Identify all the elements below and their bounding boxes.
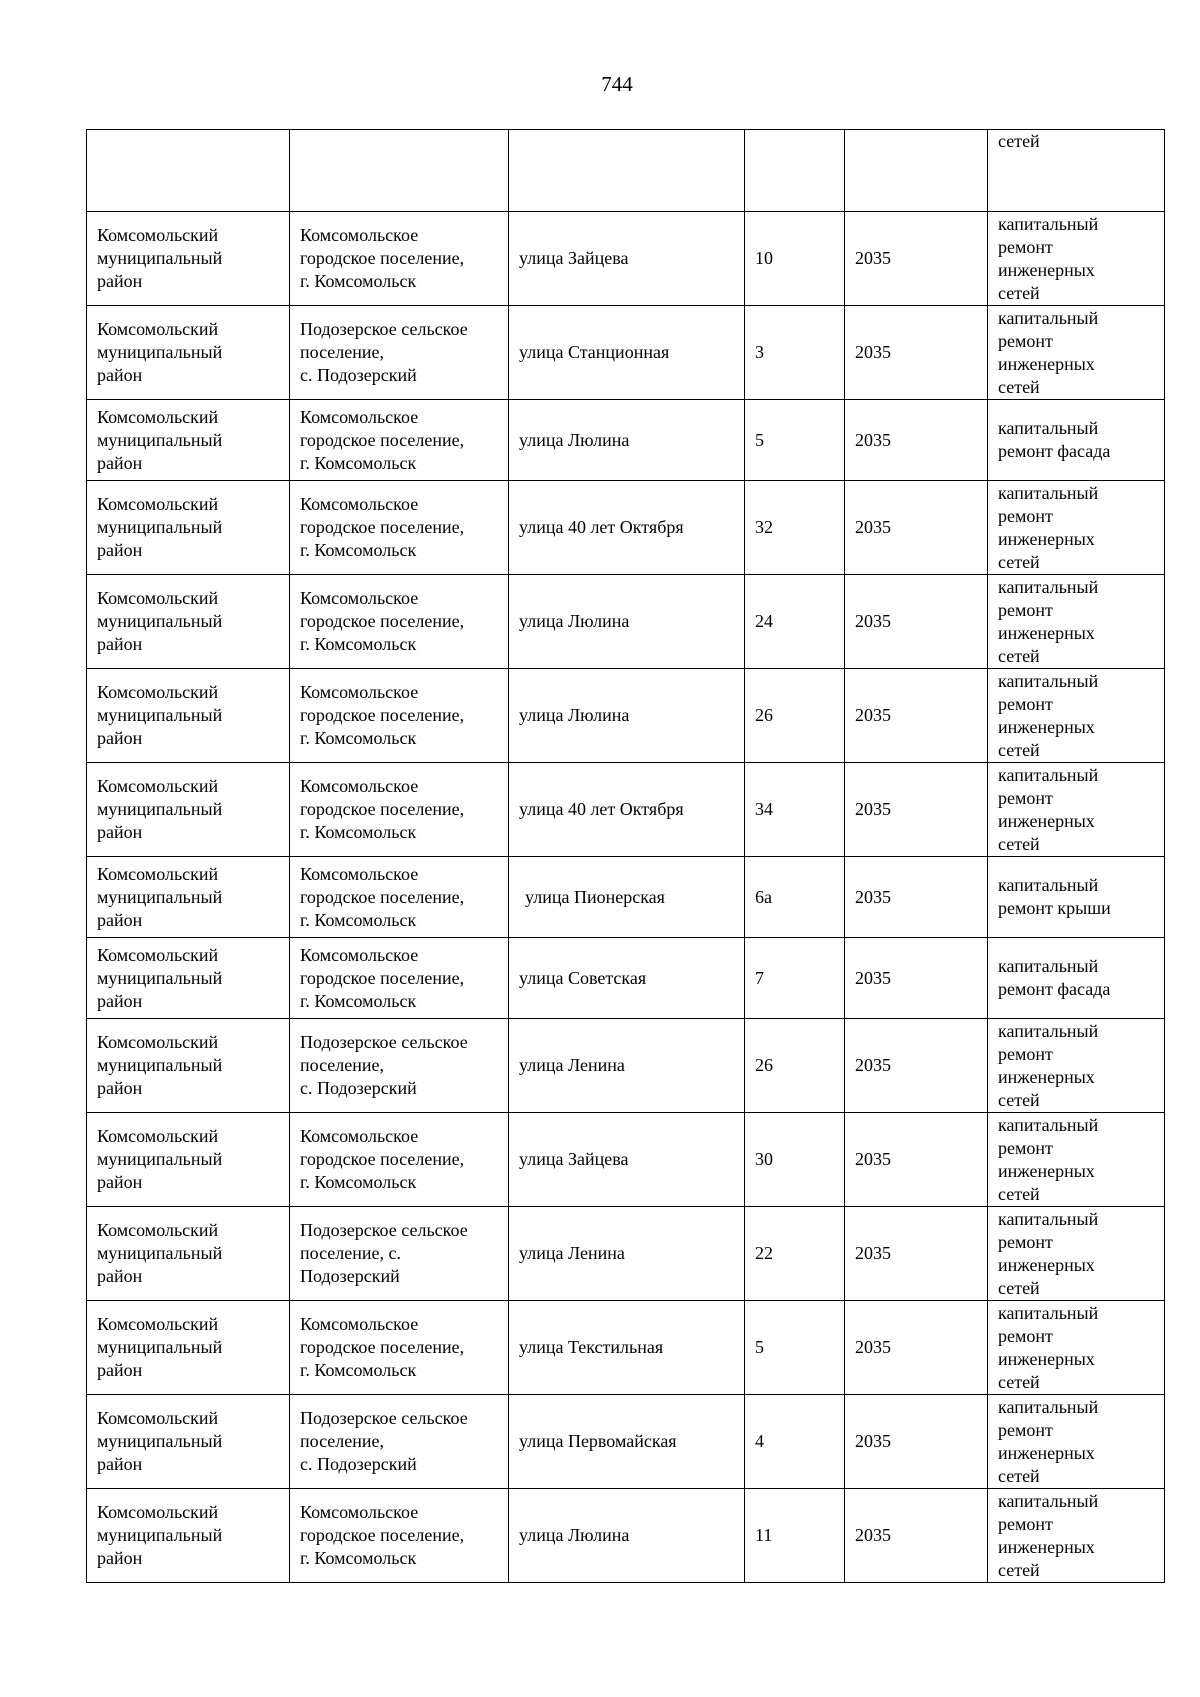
- cell-district: [87, 212, 290, 306]
- year-text: 2035: [855, 517, 891, 537]
- cell-house: [745, 481, 845, 575]
- cell-year: [845, 130, 988, 212]
- cell-work: [988, 1301, 1165, 1395]
- house-text: 5: [755, 429, 764, 450]
- work-text: капитальный ремонт инженерных сетей: [998, 1396, 1099, 1486]
- page-number: 744: [601, 72, 633, 96]
- street-text: улица Советская: [519, 967, 647, 988]
- cell-house: [745, 1489, 845, 1583]
- cell-year: [845, 1395, 988, 1489]
- cell-work: [988, 306, 1165, 400]
- table-row: [87, 481, 1165, 575]
- settlement-text: Комсомольское городское поселение, г. Комсомольск: [300, 682, 465, 748]
- cell-district: [87, 1489, 290, 1583]
- cell-year: [845, 481, 988, 575]
- house-text: 34: [755, 799, 773, 819]
- house-text: 5: [755, 1337, 764, 1357]
- district-text: Комсомольский муниципальный район: [97, 776, 223, 842]
- street-text: улица Станционная: [519, 342, 670, 362]
- cell-street: [509, 1207, 745, 1301]
- cell-district: [87, 400, 290, 481]
- cell-district: [87, 481, 290, 575]
- work-text: капитальный ремонт фасада: [998, 418, 1111, 461]
- cell-work: [988, 1113, 1165, 1207]
- cell-year: [845, 1301, 988, 1395]
- cell-street: [509, 1301, 745, 1395]
- cell-district: [87, 575, 290, 669]
- cell-settlement: [290, 669, 509, 763]
- street-text: улица Первомайская: [519, 1431, 677, 1451]
- street-text: улица 40 лет Октября: [519, 517, 684, 537]
- table-row: [87, 938, 1165, 1019]
- cell-district: [87, 1301, 290, 1395]
- street-text: улица Люлина: [519, 611, 630, 631]
- cell-district: [87, 938, 290, 1019]
- work-text: капитальный ремонт крыши: [998, 875, 1111, 918]
- settlement-text: Комсомольское городское поселение, г. Комсомольск: [300, 406, 465, 473]
- street-text: улица 40 лет Октября: [519, 799, 684, 819]
- cell-work: [988, 1207, 1165, 1301]
- cell-settlement: [290, 1207, 509, 1301]
- cell-year: [845, 400, 988, 481]
- table-row: [87, 400, 1165, 481]
- work-text: сетей: [998, 131, 1040, 151]
- year-text: 2035: [855, 342, 891, 362]
- work-text: капитальный ремонт инженерных сетей: [998, 482, 1099, 572]
- settlement-text: Подозерское сельское поселение, с. Подозерский: [300, 1032, 468, 1098]
- cell-work: [988, 1489, 1165, 1583]
- cell-year: [845, 857, 988, 938]
- year-text: 2035: [855, 1337, 891, 1357]
- work-text: капитальный ремонт инженерных сетей: [998, 576, 1099, 666]
- table-row: [87, 1489, 1165, 1583]
- settlement-text: Комсомольское городское поселение, г. Комсомольск: [300, 588, 465, 654]
- cell-work: [988, 212, 1165, 306]
- cell-house: [745, 1207, 845, 1301]
- cell-settlement: [290, 212, 509, 306]
- cell-street: [509, 306, 745, 400]
- cell-settlement: [290, 400, 509, 481]
- table-row: [87, 1301, 1165, 1395]
- house-text: 30: [755, 1149, 773, 1169]
- cell-district: [87, 669, 290, 763]
- table-body: [87, 130, 1165, 1583]
- house-text: 22: [755, 1243, 773, 1263]
- district-text: Комсомольский муниципальный район: [97, 494, 223, 560]
- year-text: 2035: [855, 248, 891, 268]
- cell-settlement: [290, 1113, 509, 1207]
- district-text: Комсомольский муниципальный район: [97, 1502, 223, 1568]
- cell-street: [509, 481, 745, 575]
- cell-year: [845, 1113, 988, 1207]
- work-text: капитальный ремонт фасада: [998, 956, 1111, 999]
- district-text: Комсомольский муниципальный район: [97, 1032, 223, 1098]
- district-text: Комсомольский муниципальный район: [97, 1220, 223, 1286]
- table-row: [87, 212, 1165, 306]
- table-row: [87, 763, 1165, 857]
- cell-work: [988, 1019, 1165, 1113]
- district-text: Комсомольский муниципальный район: [97, 1314, 223, 1380]
- table-row: [87, 1019, 1165, 1113]
- cell-work: [988, 481, 1165, 575]
- table-row: [87, 1113, 1165, 1207]
- street-text: улица Ленина: [519, 1243, 625, 1263]
- year-text: 2035: [855, 1525, 891, 1545]
- year-text: 2035: [855, 967, 891, 988]
- district-text: Комсомольский муниципальный район: [97, 944, 223, 1011]
- year-text: 2035: [855, 611, 891, 631]
- cell-settlement: [290, 306, 509, 400]
- cell-settlement: [290, 481, 509, 575]
- house-text: 26: [755, 705, 773, 725]
- year-text: 2035: [855, 1431, 891, 1451]
- cell-district: [87, 857, 290, 938]
- cell-house: [745, 938, 845, 1019]
- cell-year: [845, 669, 988, 763]
- table-row: [87, 857, 1165, 938]
- table-row-continued: [87, 130, 1165, 212]
- table-row: [87, 306, 1165, 400]
- cell-work: [988, 130, 1165, 212]
- work-text: капитальный ремонт инженерных сетей: [998, 1490, 1099, 1580]
- work-text: капитальный ремонт инженерных сетей: [998, 764, 1099, 854]
- house-text: 32: [755, 517, 773, 537]
- cell-street: [509, 130, 745, 212]
- district-text: Комсомольский муниципальный район: [97, 319, 223, 385]
- year-text: 2035: [855, 799, 891, 819]
- cell-street: [509, 212, 745, 306]
- cell-district: [87, 1113, 290, 1207]
- year-text: 2035: [855, 886, 891, 907]
- cell-house: [745, 763, 845, 857]
- settlement-text: Подозерское сельское поселение, с. Подозерский: [300, 1220, 468, 1286]
- cell-house: [745, 575, 845, 669]
- cell-year: [845, 212, 988, 306]
- cell-district: [87, 1019, 290, 1113]
- cell-year: [845, 306, 988, 400]
- cell-house: [745, 1395, 845, 1489]
- cell-street: [509, 1489, 745, 1583]
- district-text: Комсомольский муниципальный район: [97, 863, 223, 930]
- cell-street: [509, 575, 745, 669]
- work-text: капитальный ремонт инженерных сетей: [998, 670, 1099, 760]
- year-text: 2035: [855, 1243, 891, 1263]
- table-row: [87, 1207, 1165, 1301]
- table-row: [87, 575, 1165, 669]
- settlement-text: Комсомольское городское поселение, г. Комсомольск: [300, 1502, 465, 1568]
- cell-settlement: [290, 1489, 509, 1583]
- settlement-text: Комсомольское городское поселение, г. Комсомольск: [300, 944, 465, 1011]
- cell-house: [745, 1019, 845, 1113]
- work-text: капитальный ремонт инженерных сетей: [998, 1020, 1099, 1110]
- cell-street: [509, 1395, 745, 1489]
- street-text: улица Ленина: [519, 1055, 625, 1075]
- cell-house: [745, 669, 845, 763]
- house-text: 24: [755, 611, 773, 631]
- cell-settlement: [290, 857, 509, 938]
- district-text: Комсомольский муниципальный район: [97, 1408, 223, 1474]
- street-text: улица Люлина: [519, 429, 630, 450]
- work-text: капитальный ремонт инженерных сетей: [998, 1302, 1099, 1392]
- cell-house: [745, 400, 845, 481]
- cell-work: [988, 669, 1165, 763]
- cell-street: [509, 669, 745, 763]
- cell-work: [988, 1395, 1165, 1489]
- year-text: 2035: [855, 1149, 891, 1169]
- street-text: улица Люлина: [519, 705, 630, 725]
- housing-repair-table: [86, 129, 1165, 1583]
- settlement-text: Комсомольское городское поселение, г. Комсомольск: [300, 1126, 465, 1192]
- cell-district: [87, 1207, 290, 1301]
- year-text: 2035: [855, 705, 891, 725]
- cell-settlement: [290, 1395, 509, 1489]
- work-text: капитальный ремонт инженерных сетей: [998, 1208, 1099, 1298]
- settlement-text: Подозерское сельское поселение, с. Подозерский: [300, 1408, 468, 1474]
- cell-settlement: [290, 130, 509, 212]
- cell-district: [87, 763, 290, 857]
- cell-settlement: [290, 1019, 509, 1113]
- district-text: Комсомольский муниципальный район: [97, 682, 223, 748]
- cell-street: [509, 400, 745, 481]
- settlement-text: Комсомольское городское поселение, г. Комсомольск: [300, 494, 465, 560]
- cell-district: [87, 306, 290, 400]
- cell-street: [509, 1113, 745, 1207]
- district-text: Комсомольский муниципальный район: [97, 1126, 223, 1192]
- work-text: капитальный ремонт инженерных сетей: [998, 307, 1099, 397]
- cell-house: [745, 1301, 845, 1395]
- cell-street: [509, 938, 745, 1019]
- cell-district: [87, 1395, 290, 1489]
- cell-work: [988, 857, 1165, 938]
- district-text: Комсомольский муниципальный район: [97, 406, 223, 473]
- cell-house: [745, 212, 845, 306]
- settlement-text: Комсомольское городское поселение, г. Комсомольск: [300, 1314, 465, 1380]
- cell-work: [988, 763, 1165, 857]
- cell-district: [87, 130, 290, 212]
- cell-year: [845, 763, 988, 857]
- cell-work: [988, 938, 1165, 1019]
- house-text: 10: [755, 248, 773, 268]
- house-text: 6а: [755, 886, 772, 907]
- house-text: 26: [755, 1055, 773, 1075]
- cell-settlement: [290, 575, 509, 669]
- street-text: улица Зайцева: [519, 248, 629, 268]
- table-row: [87, 669, 1165, 763]
- cell-street: [509, 763, 745, 857]
- cell-house: [745, 130, 845, 212]
- street-text: улица Пионерская: [525, 886, 665, 907]
- cell-house: [745, 857, 845, 938]
- cell-work: [988, 575, 1165, 669]
- house-text: 4: [755, 1431, 764, 1451]
- street-text: улица Люлина: [519, 1525, 630, 1545]
- settlement-text: Подозерское сельское поселение, с. Подозерский: [300, 319, 468, 385]
- work-text: капитальный ремонт инженерных сетей: [998, 1114, 1099, 1204]
- street-text: улица Текстильная: [519, 1337, 664, 1357]
- settlement-text: Комсомольское городское поселение, г. Комсомольск: [300, 863, 465, 930]
- cell-year: [845, 1489, 988, 1583]
- house-text: 3: [755, 342, 764, 362]
- settlement-text: Комсомольское городское поселение, г. Комсомольск: [300, 776, 465, 842]
- settlement-text: Комсомольское городское поселение, г. Комсомольск: [300, 225, 465, 291]
- district-text: Комсомольский муниципальный район: [97, 225, 223, 291]
- house-text: 7: [755, 967, 764, 988]
- cell-year: [845, 1207, 988, 1301]
- cell-year: [845, 938, 988, 1019]
- house-text: 11: [755, 1525, 773, 1545]
- cell-year: [845, 575, 988, 669]
- cell-settlement: [290, 1301, 509, 1395]
- cell-year: [845, 1019, 988, 1113]
- cell-settlement: [290, 763, 509, 857]
- work-text: капитальный ремонт инженерных сетей: [998, 213, 1099, 303]
- cell-settlement: [290, 938, 509, 1019]
- cell-house: [745, 1113, 845, 1207]
- cell-street: [509, 857, 745, 938]
- year-text: 2035: [855, 429, 891, 450]
- district-text: Комсомольский муниципальный район: [97, 588, 223, 654]
- table-row: [87, 1395, 1165, 1489]
- year-text: 2035: [855, 1055, 891, 1075]
- cell-street: [509, 1019, 745, 1113]
- cell-house: [745, 306, 845, 400]
- cell-work: [988, 400, 1165, 481]
- street-text: улица Зайцева: [519, 1149, 629, 1169]
